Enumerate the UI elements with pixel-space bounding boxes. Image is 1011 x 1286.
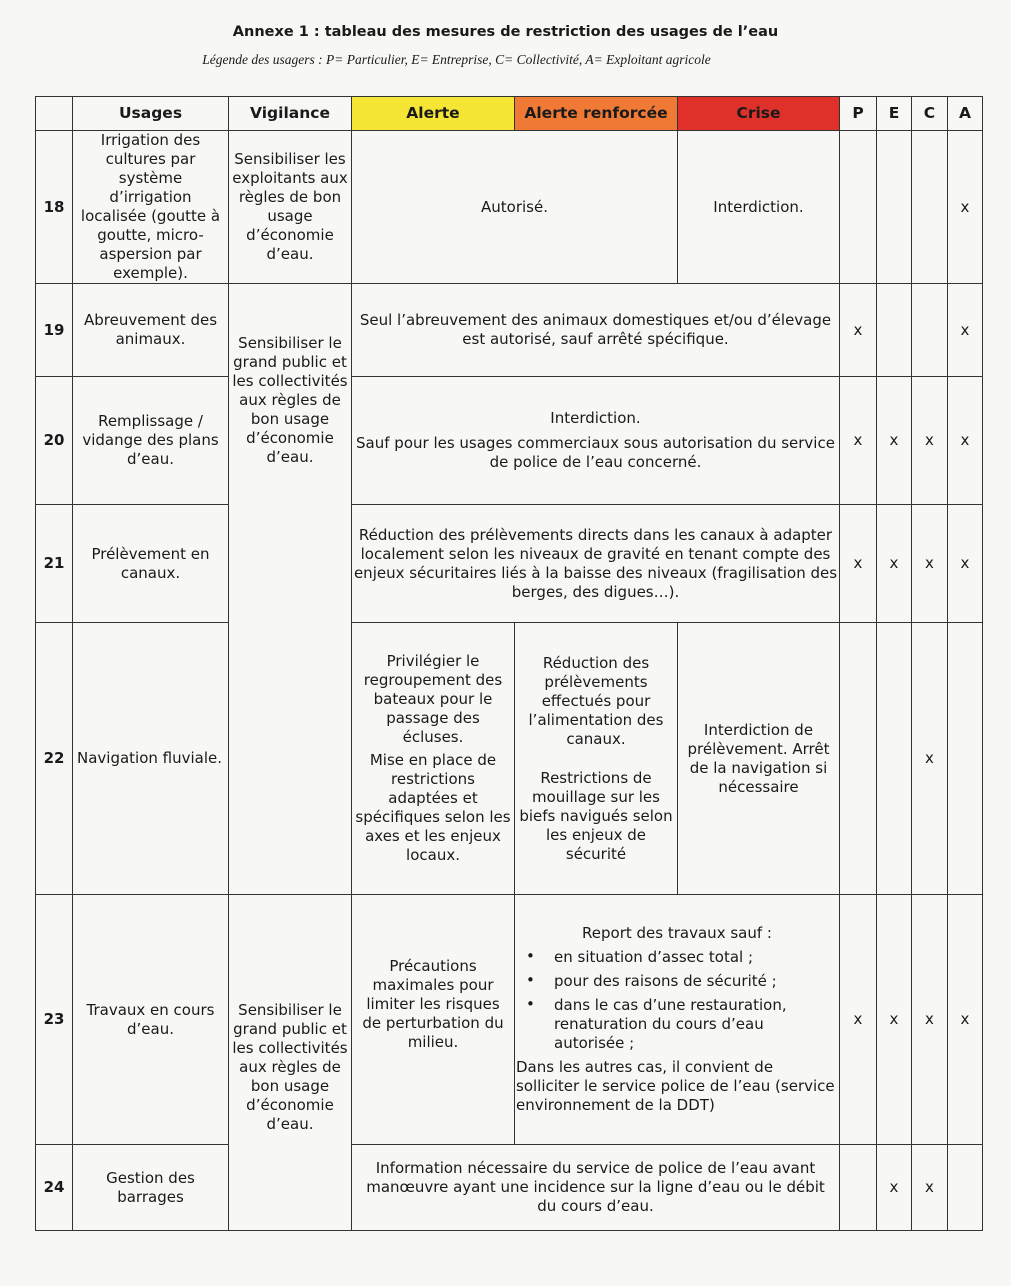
mark-a: x [948,377,983,505]
table-row [36,505,983,623]
header-vigilance: Vigilance [229,97,352,131]
mark-e [877,131,912,284]
table-row [36,1145,983,1231]
crise-cell: Interdiction de prélèvement. Arrêt de la navigation si nécessaire [678,623,840,895]
alerte-paragraph-2: Mise en place de restrictions adaptées et spécifiques selon les axes et les enjeux locaux. [355,751,511,864]
mark-e: x [877,895,912,1145]
header-crise: Crise [678,97,840,131]
header-alerte-renforcee: Alerte renforcée [515,97,678,131]
header-a: A [948,97,983,131]
report-cell [515,895,840,1145]
usage-cell: Navigation fluviale. [73,623,229,895]
vigilance-cell: Sensibiliser le grand public et les collectivités aux règles de bon usage d’économie d’eau. [229,284,352,895]
mark-c: x [912,1145,948,1231]
list-item: • en situation d’assec total ; [554,948,838,967]
mesure-line-1: Interdiction. [550,409,641,427]
mark-p [840,623,877,895]
mark-a: x [948,505,983,623]
list-item: • pour des raisons de sécurité ; [554,972,838,991]
usage-cell: Remplissage / vidange des plans d’eau. [73,377,229,505]
renforcee-paragraph-1: Réduction des prélèvements effectués pour l’alimentation des canaux. [528,653,664,748]
usage-cell: Prélèvement en canaux. [73,505,229,623]
page-title: Annexe 1 : tableau des mesures de restriction des usages de l’eau [232,24,779,40]
table-row [36,377,983,505]
mark-c: x [912,505,948,623]
header-alerte: Alerte [352,97,515,131]
alerte-cell [352,623,515,895]
mark-a: x [948,284,983,377]
mesure-cell: Information nécessaire du service de police de l’eau avant manœuvre ayant une incidence sur la ligne d’eau ou le débit du cours d’eau. [352,1145,840,1231]
row-number: 19 [36,284,73,377]
list-item: • dans le cas d’une restauration, renaturation du cours d’eau autorisée ; [554,996,838,1053]
report-list [516,948,838,1053]
crise-cell: Interdiction. [678,131,840,284]
vigilance-cell: Sensibiliser les exploitants aux règles de bon usage d’économie d’eau. [229,131,352,284]
table-row [36,131,983,284]
mark-e: x [877,505,912,623]
alerte-renforcee-cell: Autorisé. [352,131,678,284]
header-row [36,97,983,131]
mark-p: x [840,505,877,623]
restriction-table [35,96,983,1231]
mark-p: x [840,895,877,1145]
row-number: 22 [36,623,73,895]
mesure-line-2: Sauf pour les usages commerciaux sous autorisation du service de police de l’eau concerné. [356,434,835,471]
usage-cell: Travaux en cours d’eau. [73,895,229,1145]
header-c: C [912,97,948,131]
alerte-renforcee-cell [515,623,678,895]
mark-e: x [877,377,912,505]
header-usages: Usages [73,97,229,131]
mark-c [912,131,948,284]
mark-p: x [840,284,877,377]
mark-c: x [912,895,948,1145]
renforcee-paragraph-2: Restrictions de mouillage sur les biefs navigués selon les enjeux de sécurité [519,768,673,863]
mark-a [948,623,983,895]
vigilance-cell: Sensibiliser le grand public et les collectivités aux règles de bon usage d’économie d’eau. [229,895,352,1231]
header-p: P [840,97,877,131]
report-footer: Dans les autres cas, il convient de solliciter le service police de l’eau (service environnement de la DDT) [516,1058,835,1114]
row-number: 21 [36,505,73,623]
mark-a [948,1145,983,1231]
mesure-cell: Réduction des prélèvements directs dans les canaux à adapter localement selon les niveaux de gravité en tenant compte des enjeux sécuritaires liés à la baisse des niveaux (fragilisation des berges, des digues…). [352,505,840,623]
mark-e [877,623,912,895]
mesure-cell [352,377,840,505]
row-number: 24 [36,1145,73,1231]
row-number: 20 [36,377,73,505]
mark-a: x [948,895,983,1145]
report-title: Report des travaux sauf : [582,924,772,942]
mark-p [840,131,877,284]
mark-c: x [912,623,948,895]
mark-c: x [912,377,948,505]
mark-e: x [877,1145,912,1231]
header-e: E [877,97,912,131]
row-number: 18 [36,131,73,284]
header-num [36,97,73,131]
usage-cell: Abreuvement des animaux. [73,284,229,377]
table-row [36,284,983,377]
mark-c [912,284,948,377]
row-number: 23 [36,895,73,1145]
mark-p: x [840,377,877,505]
mark-e [877,284,912,377]
mark-a: x [948,131,983,284]
legend-text: Légende des usagers : P= Particulier, E= Entreprise, C= Collectivité, A= Exploitant agricole [202,52,711,67]
usage-cell: Gestion des barrages [73,1145,229,1231]
alerte-cell: Précautions maximales pour limiter les risques de perturbation du milieu. [352,895,515,1145]
table-row [36,623,983,895]
mark-p [840,1145,877,1231]
mesure-cell: Seul l’abreuvement des animaux domestiques et/ou d’élevage est autorisé, sauf arrêté spécifique. [352,284,840,377]
alerte-paragraph-1: Privilégier le regroupement des bateaux pour le passage des écluses. [363,652,503,746]
usage-cell: Irrigation des cultures par système d’irrigation localisée (goutte à goutte, micro-aspersion par exemple). [73,131,229,284]
table-row [36,895,983,1145]
